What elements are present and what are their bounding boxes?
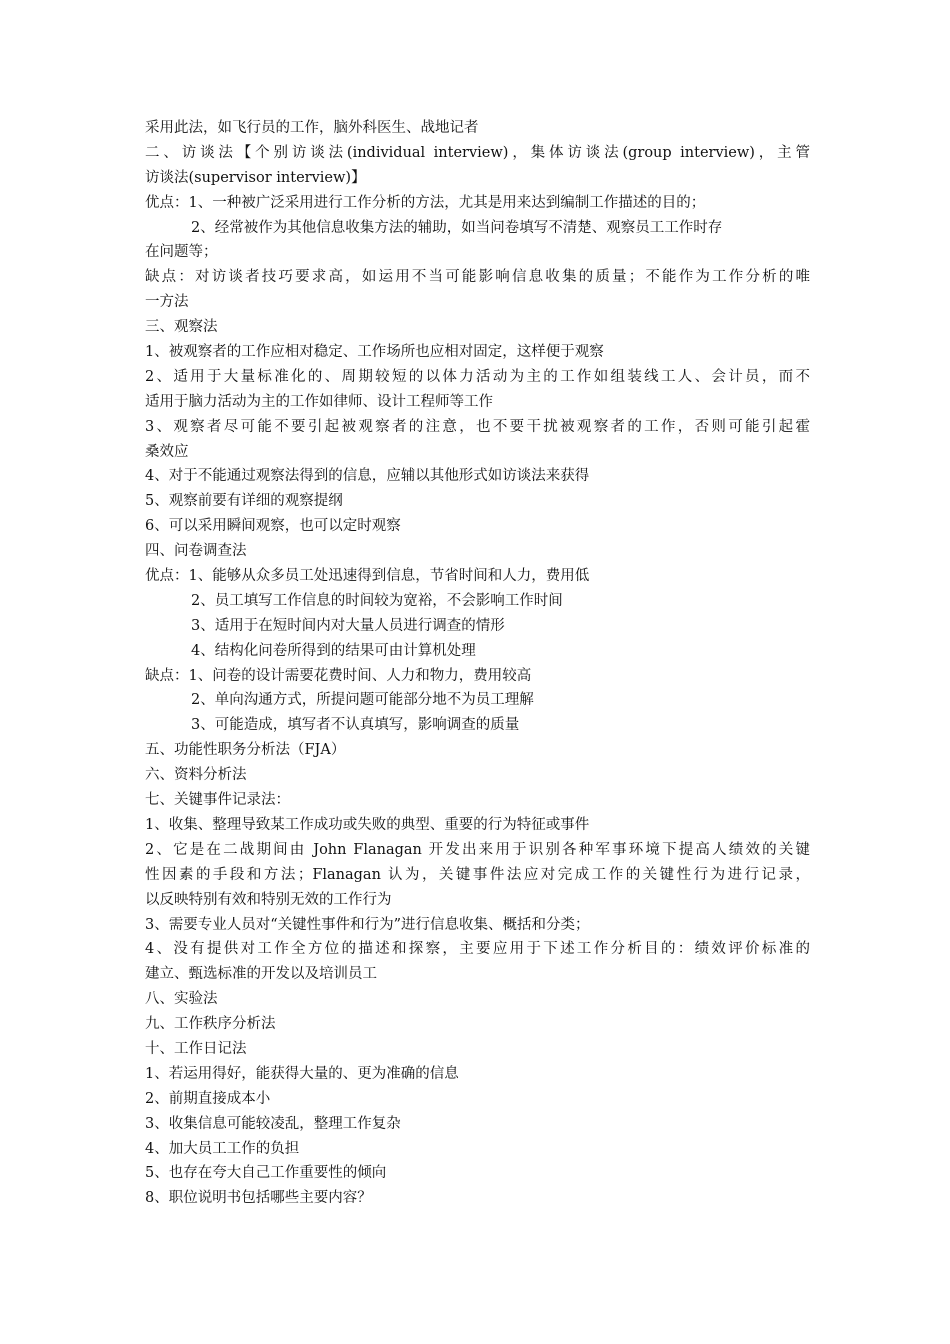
text-line: 缺点：1、问卷的设计需要花费时间、人力和物力，费用较高	[145, 667, 532, 684]
text-line: 桑效应	[145, 443, 189, 460]
text-line: 八、实验法	[145, 991, 218, 1008]
text-line: 5、观察前要有详细的观察提纲	[145, 493, 343, 510]
text-line: 七、关键事件记录法：	[145, 792, 290, 809]
text-line: 3、观察者尽可能不要引起被观察者的注意，也不要干扰被观察者的工作，否则可能引起霍	[145, 418, 810, 435]
text-line: 十、工作日记法	[145, 1040, 247, 1057]
text-line: 1、若运用得好，能获得大量的、更为准确的信息	[145, 1065, 459, 1082]
document-body	[145, 116, 810, 1211]
text-line: 六、资料分析法	[145, 767, 247, 784]
text-line: 4、结构化问卷所得到的结果可由计算机处理	[191, 642, 476, 659]
text-line: 3、需要专业人员对“关键性事件和行为”进行信息收集、概括和分类；	[145, 916, 590, 933]
text-line: 性因素的手段和方法；Flanagan 认为，关键事件法应对完成工作的关键性行为进行记录，	[145, 866, 810, 883]
text-line: 优点：1、能够从众多员工处迅速得到信息，节省时间和人力，费用低	[145, 568, 590, 585]
text-line: 二、访谈法【个别访谈法(individual interview)，集体访谈法(group interview)，主管	[145, 144, 810, 161]
text-line: 三、观察法	[145, 319, 218, 336]
text-line: 3、可能造成，填写者不认真填写，影响调查的质量	[191, 717, 520, 734]
text-line: 4、加大员工工作的负担	[145, 1140, 300, 1157]
text-line: 2、前期直接成本小	[145, 1090, 271, 1107]
text-line: 一方法	[145, 294, 189, 311]
text-line: 访谈法(supervisor interview)】	[145, 169, 366, 186]
text-line: 2、单向沟通方式，所提问题可能部分地不为员工理解	[191, 692, 534, 709]
text-line: 四、问卷调查法	[145, 543, 247, 560]
text-line: 缺点：对访谈者技巧要求高，如运用不当可能影响信息收集的质量；不能作为工作分析的唯	[145, 269, 810, 286]
text-line: 2、经常被作为其他信息收集方法的辅助，如当问卷填写不清楚、观察员工工作时存	[191, 219, 723, 236]
text-line: 2、它是在二战期间由 John Flanagan 开发出来用于识别各种军事环境下提高人绩效的关键	[145, 841, 810, 858]
text-line: 以反映特别有效和特别无效的工作行为	[145, 891, 392, 908]
text-line: 1、收集、整理导致某工作成功或失败的典型、重要的行为特征或事件	[145, 816, 590, 833]
text-line: 九、工作秩序分析法	[145, 1016, 276, 1033]
text-line: 采用此法，如飞行员的工作，脑外科医生、战地记者	[145, 120, 479, 136]
text-line: 5、也存在夸大自己工作重要性的倾向	[145, 1165, 387, 1182]
text-line: 8、职位说明书包括哪些主要内容？	[145, 1190, 372, 1207]
text-line: 2、适用于大量标准化的、周期较短的以体力活动为主的工作如组装线工人、会计员，而不	[145, 368, 810, 385]
text-line: 适用于脑力活动为主的工作如律师、设计工程师等工作	[145, 393, 493, 410]
text-line: 在问题等；	[145, 244, 218, 261]
text-line: 4、没有提供对工作全方位的描述和探察，主要应用于下述工作分析目的：绩效评价标准的	[145, 941, 810, 958]
text-line: 3、收集信息可能较凌乱，整理工作复杂	[145, 1115, 401, 1132]
text-line: 优点：1、一种被广泛采用进行工作分析的方法，尤其是用来达到编制工作描述的目的；	[145, 194, 706, 211]
text-line: 五、功能性职务分析法（FJA）	[145, 742, 346, 759]
text-line: 1、被观察者的工作应相对稳定、工作场所也应相对固定，这样便于观察	[145, 344, 604, 361]
text-line: 6、可以采用瞬间观察，也可以定时观察	[145, 518, 401, 535]
text-line: 建立、甄选标准的开发以及培训员工	[145, 966, 377, 983]
text-line: 3、适用于在短时间内对大量人员进行调查的情形	[191, 617, 505, 634]
text-line: 2、员工填写工作信息的时间较为宽裕，不会影响工作时间	[191, 592, 563, 609]
text-line: 4、对于不能通过观察法得到的信息，应辅以其他形式如访谈法来获得	[145, 468, 590, 485]
